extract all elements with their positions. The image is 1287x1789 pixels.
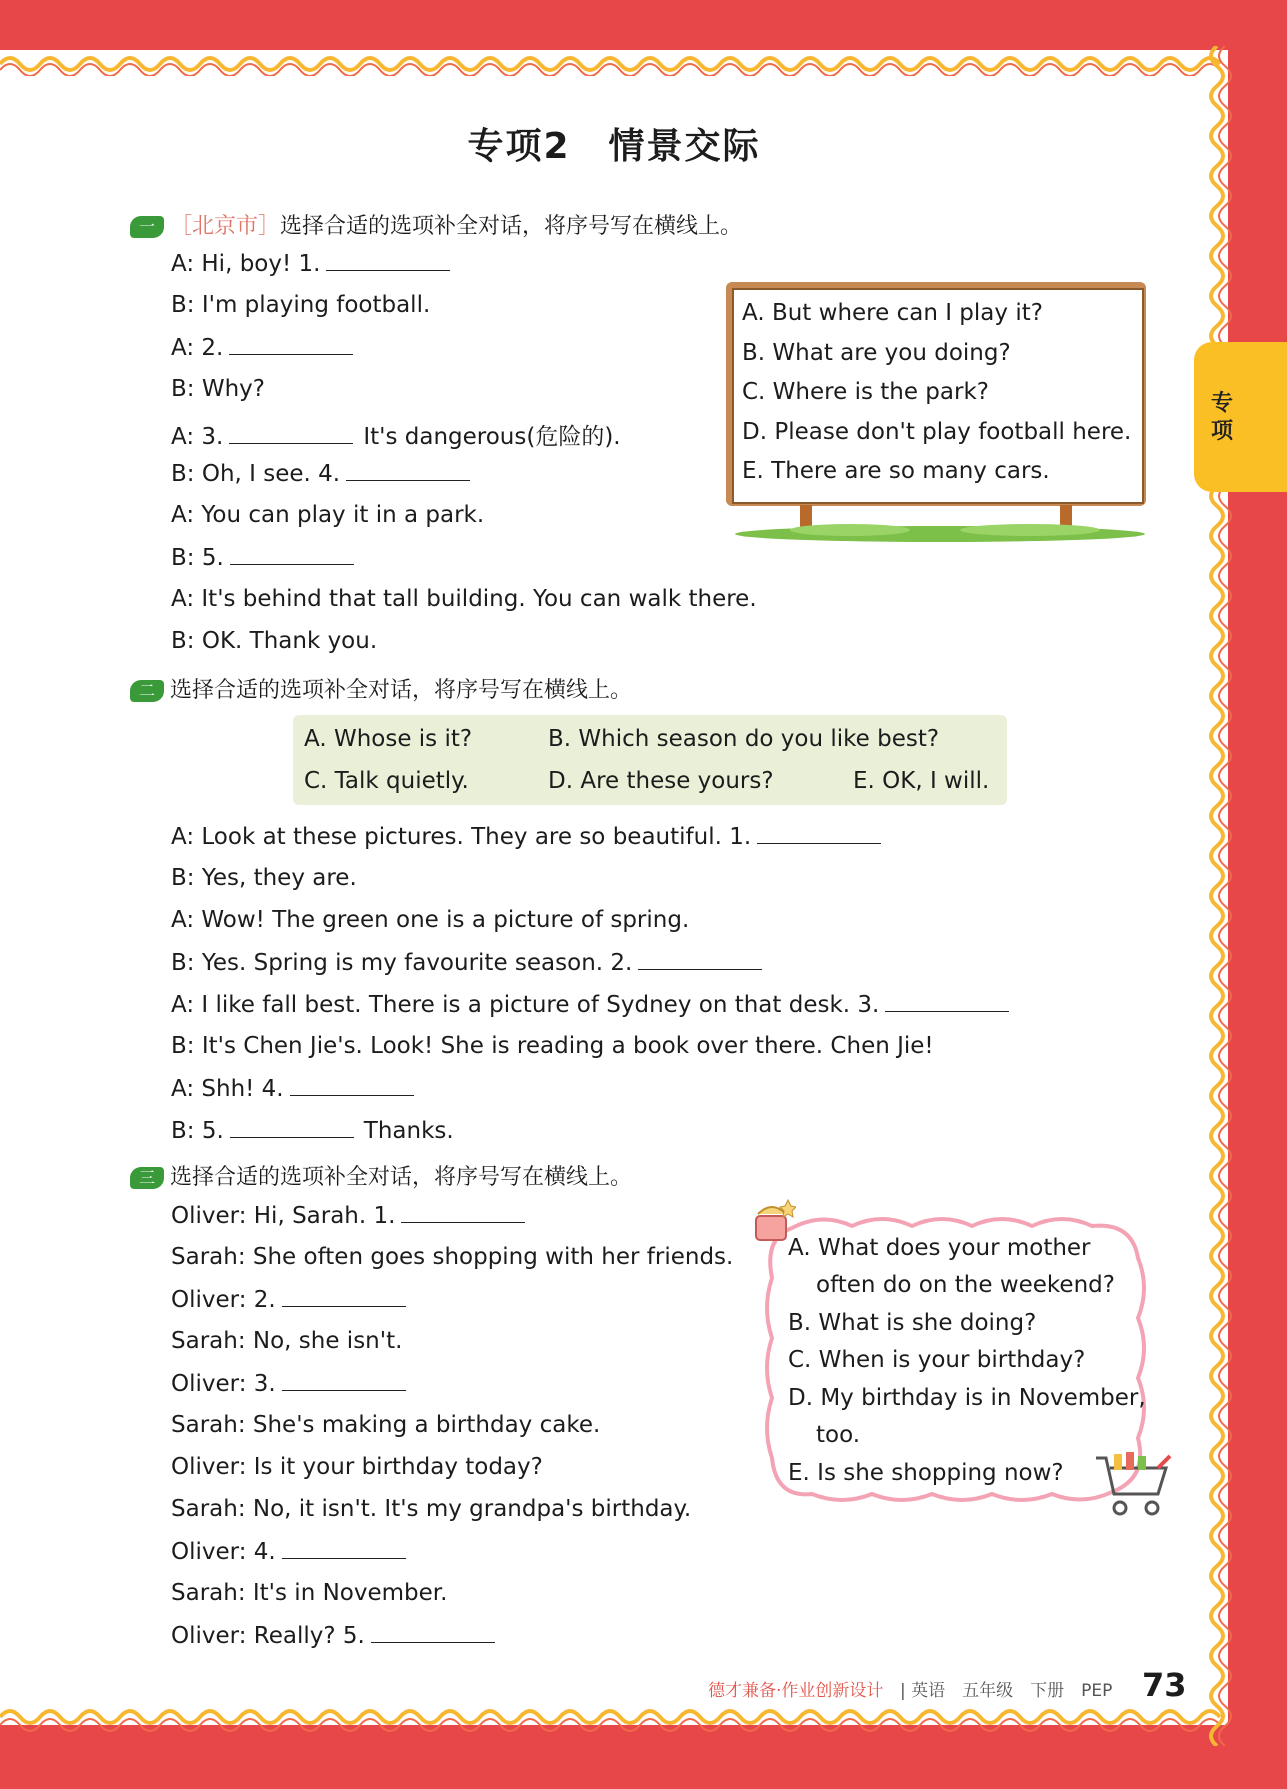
section-2-option-c: C. Talk quietly. bbox=[304, 768, 469, 794]
s2-line bbox=[171, 991, 1009, 1018]
section-1-option: E. There are so many cars. bbox=[742, 458, 1050, 484]
gift-icon bbox=[748, 1196, 796, 1246]
section-1-option: D. Please don't play football here. bbox=[742, 418, 1132, 445]
s1-line-text: B: OK. Thank you. bbox=[171, 628, 378, 654]
s3-line bbox=[171, 1370, 406, 1397]
answer-blank[interactable] bbox=[346, 460, 470, 481]
s1-line bbox=[171, 502, 484, 528]
answer-blank[interactable] bbox=[371, 1622, 495, 1643]
answer-blank[interactable] bbox=[290, 1075, 414, 1096]
s1-line-text: A: You can play it in a park. bbox=[171, 502, 485, 528]
s1-line bbox=[171, 292, 430, 318]
section-2-heading bbox=[130, 673, 632, 704]
wavy-border-bottom bbox=[0, 1705, 1235, 1745]
s2-line bbox=[171, 1033, 934, 1059]
s1-line bbox=[171, 376, 265, 402]
s3-line-text: Oliver: 4. bbox=[171, 1539, 276, 1565]
section-3-option: often do on the weekend? bbox=[816, 1272, 1115, 1298]
answer-blank[interactable] bbox=[401, 1202, 525, 1223]
section-2-badge: 二 bbox=[130, 680, 164, 702]
answer-blank[interactable] bbox=[638, 949, 762, 970]
s3-line-text: Oliver: 2. bbox=[171, 1287, 276, 1313]
wavy-border-top bbox=[0, 46, 1235, 76]
s1-line-after-text: It's dangerous(危险的). bbox=[363, 424, 621, 450]
s1-line-text: B: Why? bbox=[171, 376, 265, 402]
section-1-option: B. What are you doing? bbox=[742, 339, 1011, 366]
section-3-option: B. What is she doing? bbox=[788, 1310, 1037, 1336]
s3-line-text: Oliver: Really? 5. bbox=[171, 1623, 365, 1649]
s3-line-text: Sarah: She often goes shopping with her friends. bbox=[171, 1244, 734, 1270]
s2-line-text: B: Yes. Spring is my favourite season. 2. bbox=[171, 950, 633, 976]
s2-line-text: B: It's Chen Jie's. Look! She is reading a book over there. Chen Jie! bbox=[171, 1033, 934, 1059]
s1-line-text: A: 2. bbox=[171, 335, 224, 361]
section-3-option: A. What does your mother bbox=[788, 1235, 1091, 1261]
footer-subject: | 英语 五年级 下册 PEP bbox=[900, 1681, 1113, 1701]
s2-line bbox=[171, 823, 881, 850]
answer-blank[interactable] bbox=[282, 1370, 406, 1391]
section-1-option: C. Where is the park? bbox=[742, 379, 989, 405]
s3-line bbox=[171, 1496, 691, 1522]
s3-line bbox=[171, 1286, 406, 1313]
section-1-region: ［北京市］ bbox=[170, 214, 281, 239]
section-1-option: A. But where can I play it? bbox=[742, 300, 1043, 326]
s3-line bbox=[171, 1202, 525, 1229]
s3-line bbox=[171, 1244, 733, 1270]
s2-line-text: B: Yes, they are. bbox=[171, 865, 357, 891]
s3-line bbox=[171, 1328, 402, 1354]
footer-brand: 德才兼备·作业创新设计 bbox=[708, 1681, 884, 1701]
s2-line bbox=[171, 1117, 454, 1144]
s2-line bbox=[171, 907, 689, 933]
answer-blank[interactable] bbox=[282, 1286, 406, 1307]
section-3-heading bbox=[130, 1160, 632, 1191]
page-number: 73 bbox=[1142, 1666, 1187, 1704]
s1-line bbox=[171, 334, 353, 361]
section-1-badge: 一 bbox=[130, 216, 164, 238]
s1-line-text: A: It's behind that tall building. You can walk there. bbox=[171, 586, 757, 612]
answer-blank[interactable] bbox=[885, 991, 1009, 1012]
wavy-border-right bbox=[1205, 46, 1235, 1746]
page-title: 专项2 情景交际 bbox=[467, 126, 761, 167]
section-2-instruction: 选择合适的选项补全对话，将序号写在横线上。 bbox=[170, 678, 633, 703]
answer-blank[interactable] bbox=[229, 334, 353, 355]
section-2-option-b: B. Which season do you like best? bbox=[548, 726, 940, 752]
grass-decoration bbox=[730, 520, 1150, 542]
s3-line bbox=[171, 1454, 543, 1480]
section-3-option: too. bbox=[816, 1422, 861, 1448]
section-3-badge: 三 bbox=[130, 1167, 164, 1189]
s3-line-text: Sarah: No, it isn't. It's my grandpa's birthday. bbox=[171, 1496, 692, 1522]
s2-line-text: A: Shh! 4. bbox=[171, 1076, 284, 1102]
answer-blank[interactable] bbox=[326, 250, 450, 271]
s2-line bbox=[171, 865, 357, 891]
s3-line bbox=[171, 1538, 406, 1565]
s3-line-text: Sarah: No, she isn't. bbox=[171, 1328, 403, 1354]
s3-line-text: Sarah: It's in November. bbox=[171, 1580, 448, 1606]
s1-line-text: B: 5. bbox=[171, 545, 224, 571]
answer-blank[interactable] bbox=[230, 1117, 354, 1138]
section-2-option-a: A. Whose is it? bbox=[304, 726, 473, 752]
s1-line bbox=[171, 628, 377, 654]
section-2-option-d: D. Are these yours? bbox=[548, 768, 774, 794]
s2-line-text: A: I like fall best. There is a picture of Sydney on that desk. 3. bbox=[171, 992, 880, 1018]
s1-line bbox=[171, 418, 621, 451]
section-3-option: C. When is your birthday? bbox=[788, 1347, 1086, 1373]
s1-line bbox=[171, 250, 450, 277]
section-3-instruction: 选择合适的选项补全对话，将序号写在横线上。 bbox=[170, 1165, 633, 1190]
s3-line bbox=[171, 1622, 495, 1649]
s1-line-text: B: Oh, I see. 4. bbox=[171, 461, 341, 487]
s2-line-text: A: Wow! The green one is a picture of spring. bbox=[171, 907, 690, 933]
s2-line-after-text: Thanks. bbox=[363, 1118, 454, 1144]
section-3-option: E. Is she shopping now? bbox=[788, 1460, 1064, 1486]
s3-line bbox=[171, 1412, 600, 1438]
s1-line bbox=[171, 544, 354, 571]
s3-line-text: Sarah: She's making a birthday cake. bbox=[171, 1412, 601, 1438]
s2-line-text: A: Look at these pictures. They are so beautiful. 1. bbox=[171, 824, 752, 850]
answer-blank[interactable] bbox=[229, 423, 353, 444]
s2-line bbox=[171, 949, 762, 976]
s2-line-text: B: 5. bbox=[171, 1118, 224, 1144]
s1-line bbox=[171, 586, 757, 612]
s1-line-text: A: Hi, boy! 1. bbox=[171, 251, 321, 277]
s2-line bbox=[171, 1075, 414, 1102]
s3-line-text: Oliver: 3. bbox=[171, 1371, 276, 1397]
s3-line-text: Oliver: Hi, Sarah. 1. bbox=[171, 1203, 396, 1229]
answer-blank[interactable] bbox=[757, 823, 881, 844]
shopping-cart-icon bbox=[1092, 1448, 1172, 1520]
s3-line-text: Oliver: Is it your birthday today? bbox=[171, 1454, 543, 1480]
section-3-option: D. My birthday is in November, bbox=[788, 1385, 1146, 1411]
section-1-instruction: 选择合适的选项补全对话，将序号写在横线上。 bbox=[280, 214, 743, 239]
section-1-heading bbox=[130, 209, 742, 240]
section-2-option-e: E. OK, I will. bbox=[853, 768, 990, 794]
s1-line-text: B: I'm playing football. bbox=[171, 292, 431, 318]
answer-blank[interactable] bbox=[230, 544, 354, 565]
answer-blank[interactable] bbox=[282, 1538, 406, 1559]
s1-line-text: A: 3. bbox=[171, 424, 224, 450]
side-tab-label: 专项 bbox=[1210, 391, 1233, 444]
s1-line bbox=[171, 460, 470, 487]
s3-line bbox=[171, 1580, 447, 1606]
